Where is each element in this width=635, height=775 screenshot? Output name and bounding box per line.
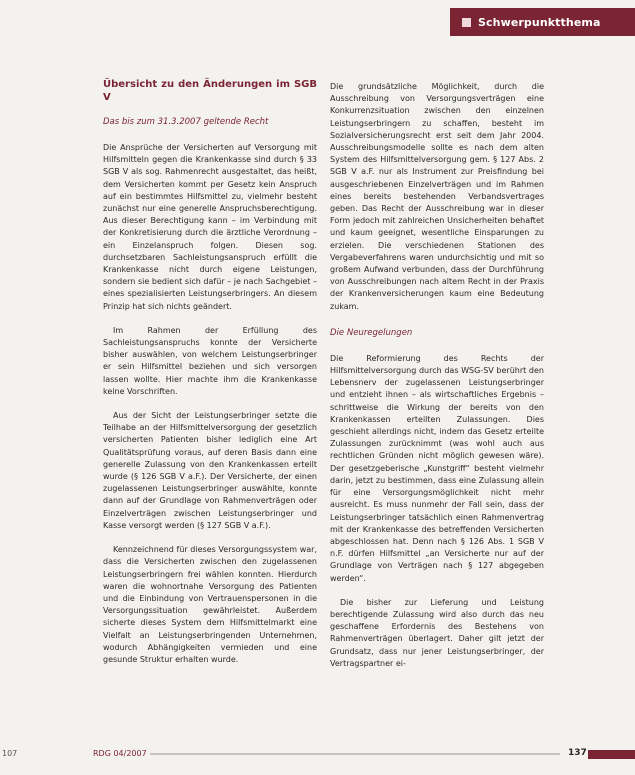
- paragraph: Die bisher zur Lieferung und Leistung berechtigende Zulassung wird also durch das neu geschaffene Erfordernis des Bestehens von Rahmenverträgen überlagert. Daher gilt jetzt der Grundsatz, dass nur jener Leistungserbringer, der Vertragspartner ei-: [330, 597, 544, 668]
- page-footer: [0, 748, 635, 762]
- previous-page-number: 107: [2, 749, 18, 758]
- page-number: 137: [568, 748, 587, 758]
- issue-label: RDG 04/2007: [93, 749, 147, 758]
- paragraph: Aus der Sicht der Leistungserbringer setzte die Teilhabe an der Hilfsmittelversorgung der gesetzlich versicherten Patienten bisher lediglich eine Art Qualitätsprüfung voraus, auf deren Basis dann eine generelle Zulassung von den Krankenkassen erteilt wurde (§ 126 SGB V a.F.). Der Versicherte, der einen zugelassenen Leistungserbringer auswählte, konnte dann auf der Grundlage von Rahmenverträgen oder Einzelverträgen zwischen Leistungserbringer und Kasse versorgt werden (§ 127 SGB V a.F.).: [103, 411, 317, 530]
- left-column: [103, 78, 317, 678]
- paragraph: Die grundsätzliche Möglichkeit, durch die Ausschreibung von Versorgungsverträgen eine Konkurrenzsituation zwischen den einzelnen Leistungserbringern zu schaffen, besteht im Sozialversicherungsrecht erst seit dem Jahr 2004. Ausschreibungsmodelle sollte es nach dem alten System des Hilfsmittelversorgung gem. § 127 Abs. 2 SGB V a.F. nur als Instrument zur Preisfindung bei ausgeschriebenen Einzelverträgen und im Rahmen eines bereits bestehenden Verbandsvertrages geben. Das Recht der Ausschreibung war in dieser Form jedoch mit zahlreichen Unsicherheiten behaftet und kaum geeignet, wesentliche Einsparungen zu erzielen. Die verschiedenen Stationen des Vergabeverfahrens waren undurchsichtig und mit so großem Aufwand verbunden, dass der Durchführung von Ausschreibungen nach altem Recht in der Praxis der Krankenversicherungen kaum eine Bedeutung zukam.: [330, 82, 544, 311]
- section-label: Schwerpunktthema: [478, 15, 601, 29]
- section-header-band: [450, 8, 635, 36]
- right-column: [330, 81, 544, 682]
- paragraph: Im Rahmen der Erfüllung des Sachleistungsanspruchs konnte der Versicherte bisher auswählen, von welchem Leistungserbringer er sein Hilfsmittel beziehen und sich versorgen lassen wollte. Hier machte ihm die Krankenkasse keine Vorschriften.: [103, 325, 317, 396]
- footer-accent-tab: [588, 750, 635, 759]
- left-subheading: Das bis zum 31.3.2007 geltende Recht: [103, 117, 269, 127]
- square-bullet-icon: [462, 18, 471, 27]
- paragraph: Die Reformierung des Rechts der Hilfsmittelversorgung durch das WSG-SV berührt den Lebensnerv der zugelassenen Leistungserbringer und entzieht ihnen – als wirtschaftliches Ergebnis – schrittweise die Wirkung der bereits von den Krankenkassen erteilten Zulassungen. Dies geschieht allerdings nicht, indem das Gesetz erteilte Zulassungen zurücknimmt (was wohl auch aus rechtlichen Gründen nicht möglich gewesen wäre). Der gesetzgeberische „Kunstgriff“ besteht vielmehr darin, jetzt zu bestimmen, dass eine Zulassung allein für eine Versorgungsmöglichkeit nicht mehr ausreicht. Es muss nunmehr der Fall sein, dass der Leistungserbringer tatsächlich einen Rahmenvertrag mit der Krankenkasse des betreffenden Versicherten abgeschlossen hat. Denn nach § 126 Abs. 1 SGB V n.F. dürfen Hilfsmittel „an Versicherte nur auf der Grundlage von Verträgen nach § 127 abgegeben werden“.: [330, 353, 544, 583]
- right-subheading: Die Neuregelungen: [330, 327, 413, 338]
- paragraph: Die Ansprüche der Versicherten auf Versorgung mit Hilfsmitteln gegen die Krankenkasse sind durch § 33 SGB V als sog. Rahmenrecht ausgestaltet, das heißt, dem Versicherten kommt per Gesetz kein Anspruch auf ein bestimmtes Hilfsmittel zu, vielmehr besteht zunächst nur eine generelle Anspruchsberechtigung. Aus dieser Berechtigung kann – im Verbindung mit der Konkretisierung durch die ärztliche Verordnung – ein Einzelanspruch folgen. Diesen sog. durchsetzbaren Sachleistungsanspruch erfüllt die Krankenkasse nicht durch eigene Leistungen, sondern sie bedient sich dafür – je nach Sachgebiet – eines spezialisierten Leistungserbringers. An diesem Prinzip hat sich nichts geändert.: [103, 143, 317, 311]
- paragraph: Kennzeichnend für dieses Versorgungssystem war, dass die Versicherten zwischen den zugelassenen Leistungserbringern frei wählen konnten. Hierdurch waren die wohnortnahe Versorgung des Patienten und die Einbindung von Vertrauenspersonen in die Versorgungssituation gewährleistet. Außerdem sicherte dieses System dem Hilfsmittelmarkt eine Vielfalt an Leistungserbringenden Unternehmen, wodurch Abhängigkeiten vermieden und eine gesunde Struktur erhalten wurde.: [103, 545, 317, 664]
- article-title: Übersicht zu den Änderungen im SGB V: [103, 79, 317, 103]
- footer-rule: [150, 753, 560, 755]
